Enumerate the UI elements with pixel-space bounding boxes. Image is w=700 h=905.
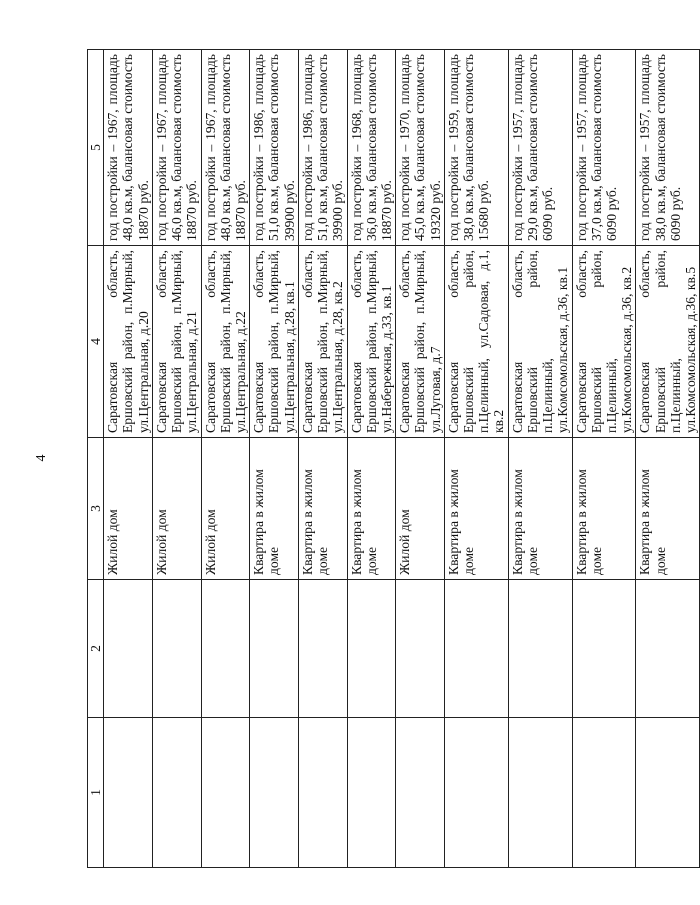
cell-c3: Квартира в жилом доме bbox=[508, 438, 572, 580]
cell-c1 bbox=[508, 718, 572, 868]
table-row bbox=[298, 50, 347, 868]
cell-c5: год постройки – 1967, площадь 48,0 кв.м, балансовая стоимость 18870 руб. bbox=[201, 50, 250, 246]
property-table bbox=[87, 49, 700, 868]
cell-c3: Жилой дом bbox=[152, 438, 201, 580]
table-body bbox=[104, 50, 700, 868]
cell-c2 bbox=[508, 580, 572, 718]
cell-c1 bbox=[250, 718, 299, 868]
table-row bbox=[396, 50, 445, 868]
cell-c5: год постройки – 1967, площадь 48,0 кв.м, балансовая стоимость 18870 руб. bbox=[104, 50, 153, 246]
cell-c3: Квартира в жилом доме bbox=[572, 438, 636, 580]
rotated-table-container bbox=[87, 50, 699, 868]
table-row bbox=[347, 50, 396, 868]
cell-c5: год постройки – 1967, площадь 46,0 кв.м, балансовая стоимость 18870 руб. bbox=[152, 50, 201, 246]
cell-c2 bbox=[152, 580, 201, 718]
cell-c3: Квартира в жилом доме bbox=[636, 438, 700, 580]
cell-c5: год постройки – 1986, площадь 51,0 кв.м, балансовая стоимость 39900 руб. bbox=[250, 50, 299, 246]
cell-c4: Саратовская область, Ершовский район, п.Мирный, ул.Центральная, д.28, кв.1 bbox=[250, 246, 299, 438]
cell-c3: Жилой дом bbox=[104, 438, 153, 580]
cell-c2 bbox=[347, 580, 396, 718]
header-cell: 5 bbox=[88, 50, 104, 246]
cell-c1 bbox=[444, 718, 508, 868]
cell-c4: Саратовская область, Ершовский район, п.Мирный, ул.Набережная, д.33, кв.1 bbox=[347, 246, 396, 438]
table-row bbox=[104, 50, 153, 868]
cell-c1 bbox=[298, 718, 347, 868]
cell-c2 bbox=[298, 580, 347, 718]
cell-c5: год постройки – 1968, площадь 36,0 кв.м, балансовая стоимость 18870 руб. bbox=[347, 50, 396, 246]
table-row bbox=[572, 50, 636, 868]
cell-c2 bbox=[250, 580, 299, 718]
cell-c2 bbox=[444, 580, 508, 718]
page-number: 4 bbox=[34, 454, 49, 462]
header-cell: 1 bbox=[88, 718, 104, 868]
cell-c3: Квартира в жилом доме bbox=[250, 438, 299, 580]
cell-c4: Саратовская область, Ершовский район, п.Мирный, ул.Центральная, д.22 bbox=[201, 246, 250, 438]
cell-c5: год постройки – 1957, площадь 37,0 кв.м, балансовая стоимость 6090 руб. bbox=[572, 50, 636, 246]
cell-c2 bbox=[104, 580, 153, 718]
cell-c3: Квартира в жилом доме bbox=[347, 438, 396, 580]
header-cell: 4 bbox=[88, 246, 104, 438]
cell-c2 bbox=[636, 580, 700, 718]
cell-c2 bbox=[201, 580, 250, 718]
cell-c1 bbox=[152, 718, 201, 868]
cell-c5: год постройки – 1986, площадь 51,0 кв.м, балансовая стоимость 39900 руб. bbox=[298, 50, 347, 246]
cell-c4: Саратовская область, Ершовский район, п.Мирный, ул.Центральная, д.28, кв.2 bbox=[298, 246, 347, 438]
cell-c1 bbox=[347, 718, 396, 868]
cell-c1 bbox=[636, 718, 700, 868]
table-header-row bbox=[88, 50, 104, 868]
table-row bbox=[201, 50, 250, 868]
header-cell: 3 bbox=[88, 438, 104, 580]
cell-c2 bbox=[396, 580, 445, 718]
cell-c4: Саратовская область, Ершовский район, п.Целинный, ул.Комсомольская, д.36, кв.1 bbox=[508, 246, 572, 438]
cell-c2 bbox=[572, 580, 636, 718]
cell-c1 bbox=[572, 718, 636, 868]
table-row bbox=[508, 50, 572, 868]
header-cell: 2 bbox=[88, 580, 104, 718]
cell-c4: Саратовская область, Ершовский район, п.Целинный, ул.Комсомольская, д.36, кв.2 bbox=[572, 246, 636, 438]
table-row bbox=[636, 50, 700, 868]
cell-c1 bbox=[104, 718, 153, 868]
cell-c4: Саратовская область, Ершовский район, п.Мирный, ул.Центральная, д.20 bbox=[104, 246, 153, 438]
cell-c4: Саратовская область, Ершовский район, п.Целинный, ул.Садовая, д.1, кв.2 bbox=[444, 246, 508, 438]
cell-c5: год постройки – 1957, площадь 29,0 кв.м, балансовая стоимость 6090 руб. bbox=[508, 50, 572, 246]
cell-c4: Саратовская область, Ершовский район, п.Целинный, ул.Комсомольская, д.36, кв.5 bbox=[636, 246, 700, 438]
cell-c3: Жилой дом bbox=[201, 438, 250, 580]
cell-c5: год постройки – 1957, площадь 38,0 кв.м, балансовая стоимость 6090 руб. bbox=[636, 50, 700, 246]
table-row bbox=[152, 50, 201, 868]
cell-c4: Саратовская область, Ершовский район, п.Мирный, ул.Центральная, д.21 bbox=[152, 246, 201, 438]
cell-c4: Саратовская область, Ершовский район, п.Мирный, ул.Луговая, д.7 bbox=[396, 246, 445, 438]
cell-c3: Квартира в жилом доме bbox=[444, 438, 508, 580]
table-row bbox=[444, 50, 508, 868]
cell-c1 bbox=[201, 718, 250, 868]
cell-c5: год постройки – 1959, площадь 38,0 кв.м, балансовая стоимость 15680 руб. bbox=[444, 50, 508, 246]
cell-c3: Квартира в жилом доме bbox=[298, 438, 347, 580]
table-row bbox=[250, 50, 299, 868]
cell-c3: Жилой дом bbox=[396, 438, 445, 580]
cell-c1 bbox=[396, 718, 445, 868]
cell-c5: год постройки – 1970, площадь 45,0 кв.м, балансовая стоимость 19320 руб. bbox=[396, 50, 445, 246]
